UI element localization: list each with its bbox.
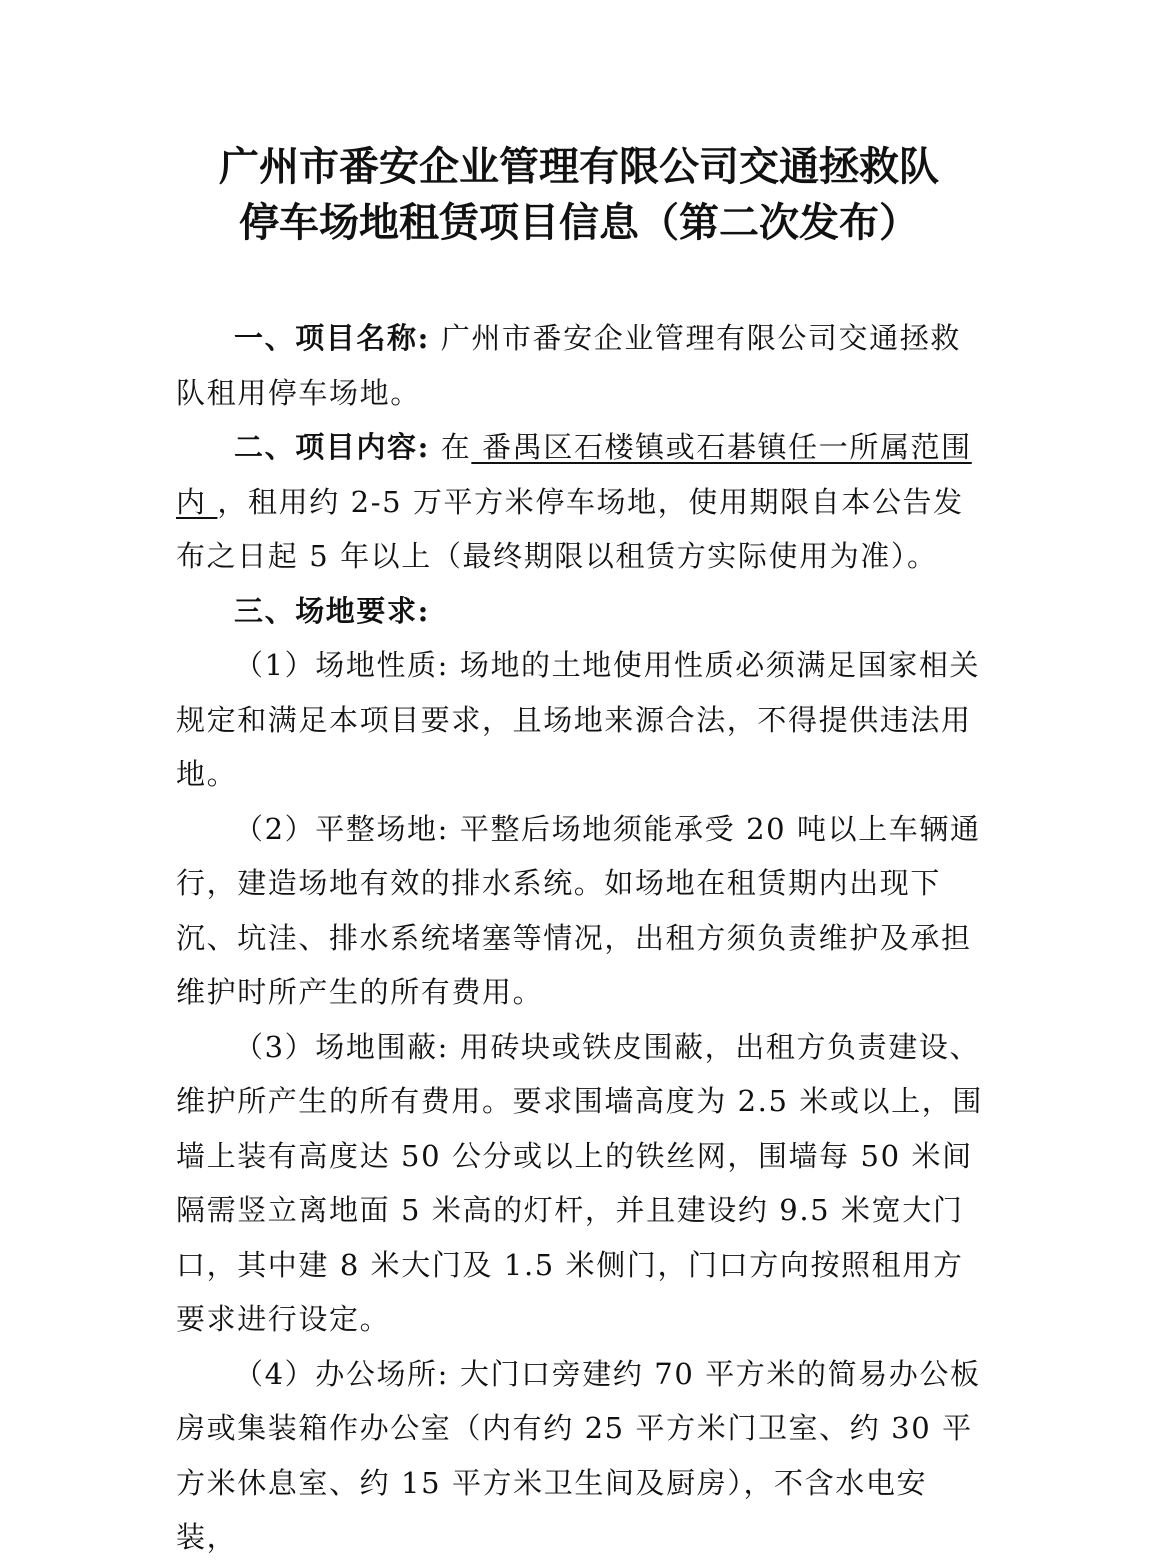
section-project-name xyxy=(176,311,984,420)
section-heading: 二、项目内容: xyxy=(234,430,430,464)
section-project-content xyxy=(176,420,984,584)
document-title-line-2: 停车场地租赁项目信息（第二次发布） xyxy=(239,199,919,246)
requirement-item xyxy=(176,1347,984,1565)
requirement-text: 场地的土地使用性质必须满足国家相关规定和满足本项目要求，且场地来源合法，不得提供违法用地。 xyxy=(176,648,981,791)
requirement-item xyxy=(176,1020,984,1347)
document-title-line-1: 广州市番安企业管理有限公司交通拯救队 xyxy=(219,143,939,190)
requirement-label: （3）场地围蔽: xyxy=(234,1029,450,1064)
section-heading: 一、项目名称: xyxy=(234,321,430,355)
requirement-text: 平整后场地须能承受 20 吨以上车辆通行，建造场地有效的排水系统。如场地在租赁期内出现下沉、坑洼、排水系统堵塞等情况，出租方须负责维护及承担维护时所产生的所有费用。 xyxy=(176,811,981,1009)
section-text: ，租用约 2-5 万平方米停车场地，使用期限自本公告发布之日起 5 年以上（最终期限以租赁方实际使用为准）。 xyxy=(176,484,964,573)
requirement-item xyxy=(176,802,984,1020)
requirement-text: 大门口旁建约 70 平方米的简易办公板房或集装箱作办公室（内有约 25 平方米门卫室、约 30 平方米休息室、约 15 平方米卫生间及厨房），不含水电安装， xyxy=(176,1356,981,1554)
document-body xyxy=(176,311,984,1565)
section-heading: 三、场地要求: xyxy=(234,593,430,628)
underlined-location: 番禺区石楼镇或石碁镇任一所属范围内 xyxy=(176,430,972,519)
section-text: 广州市番安企业管理有限公司交通拯救队租用停车场地。 xyxy=(176,321,961,410)
requirement-text: 用砖块或铁皮围蔽，出租方负责建设、维护所产生的所有费用。要求围墙高度为 2.5 米或以上，围墙上装有高度达 50 公分或以上的铁丝网，围墙每 50 米间隔需竖立离地面 5 米高的灯杆，并且建设约 9.5 米宽大门口，其中建 8 米大门及 1.5 米侧门，门口方向按照租用方要求进行设定。 xyxy=(176,1029,983,1336)
section-site-requirements xyxy=(176,584,984,639)
requirement-label: （1）场地性质: xyxy=(234,648,450,682)
requirement-item xyxy=(176,638,984,802)
section-text-pre: 在 xyxy=(429,430,472,464)
requirement-label: （4）办公场所: xyxy=(234,1356,450,1391)
requirement-label: （2）平整场地: xyxy=(234,811,450,846)
